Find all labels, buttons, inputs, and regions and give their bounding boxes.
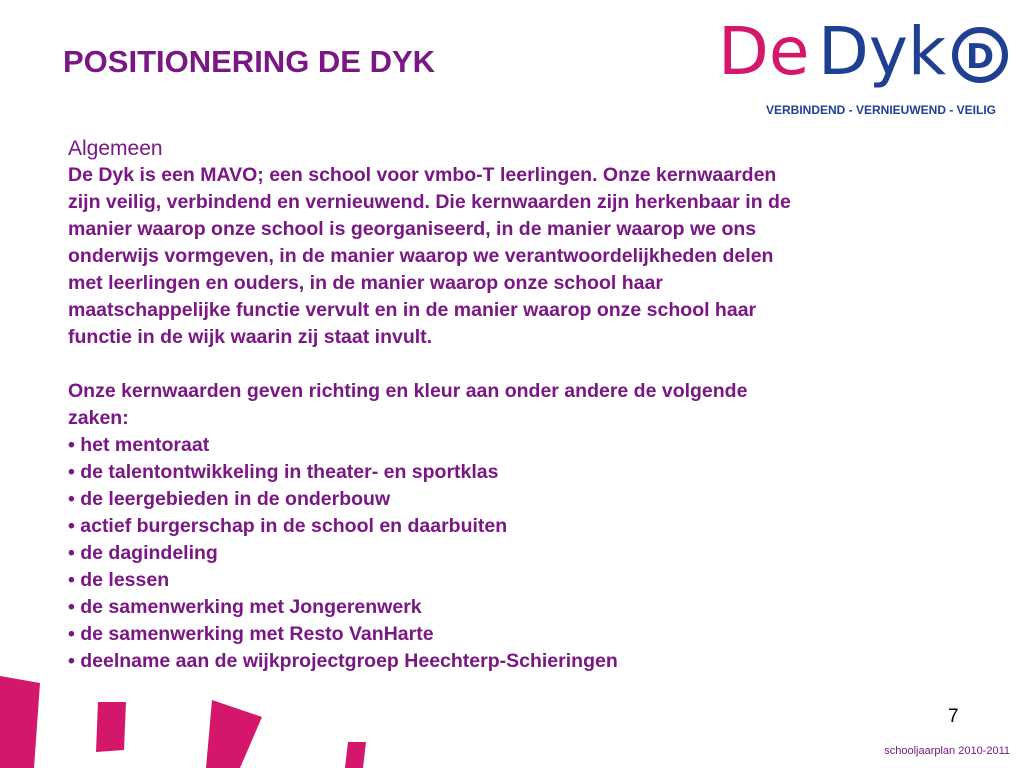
list-item: • de samenwerking met Resto VanHarte xyxy=(68,621,928,648)
text-line: zaken: xyxy=(68,407,129,429)
logo-mark-letter: D xyxy=(965,37,995,77)
list-item: • de dagindeling xyxy=(68,540,928,567)
list-item: • actief burgerschap in de school en daarbuiten xyxy=(68,513,928,540)
list-item: • de lessen xyxy=(68,567,928,594)
footer-caption: schooljaarplan 2010-2011 xyxy=(884,745,1010,757)
deco-shape-1 xyxy=(0,676,40,768)
page-title: POSITIONERING DE DYK xyxy=(63,44,436,79)
tagline: VERBINDEND - VERNIEUWEND - VEILIG xyxy=(765,103,996,117)
paragraph-intro xyxy=(68,378,928,432)
de-dyk-logo xyxy=(718,14,1018,100)
deco-shape-3 xyxy=(206,700,262,768)
text-line: zijn veilig, verbindend en vernieuwend. Die kernwaarden zijn herkenbaar in de xyxy=(68,191,791,213)
logo-text-dyk: Dyk xyxy=(818,14,947,90)
main-content xyxy=(68,135,928,675)
page-number: 7 xyxy=(948,706,959,727)
paragraph-general xyxy=(68,162,928,351)
kernwaarden-list xyxy=(68,432,928,675)
list-item: • het mentoraat xyxy=(68,432,928,459)
text-line: De Dyk is een MAVO; een school voor vmbo-T leerlingen. Onze kernwaarden xyxy=(68,164,777,186)
list-item: • de samenwerking met Jongerenwerk xyxy=(68,594,928,621)
logo-text-de: De xyxy=(718,14,810,90)
text-line: manier waarop onze school is georganiseerd, in de manier waarop we ons xyxy=(68,218,757,240)
list-item: • deelname aan de wijkprojectgroep Heechterp-Schieringen xyxy=(68,648,928,675)
text-line: functie in de wijk waarin zij staat invult. xyxy=(68,326,433,348)
text-line: met leerlingen en ouders, in de manier waarop onze school haar xyxy=(68,272,663,294)
list-item: • de leergebieden in de onderbouw xyxy=(68,486,928,513)
text-line: onderwijs vormgeven, in de manier waarop we verantwoordelijkheden delen xyxy=(68,245,774,267)
section-heading: Algemeen xyxy=(68,137,163,160)
deco-shape-4 xyxy=(345,742,366,768)
list-item: • de talentontwikkeling in theater- en sportklas xyxy=(68,459,928,486)
deco-shape-2 xyxy=(96,702,126,752)
text-line: maatschappelijke functie vervult en in de manier waarop onze school haar xyxy=(68,299,757,321)
spacer xyxy=(68,351,928,378)
logo-mark-icon xyxy=(955,30,1005,80)
text-line: Onze kernwaarden geven richting en kleur aan onder andere de volgende xyxy=(68,380,748,402)
